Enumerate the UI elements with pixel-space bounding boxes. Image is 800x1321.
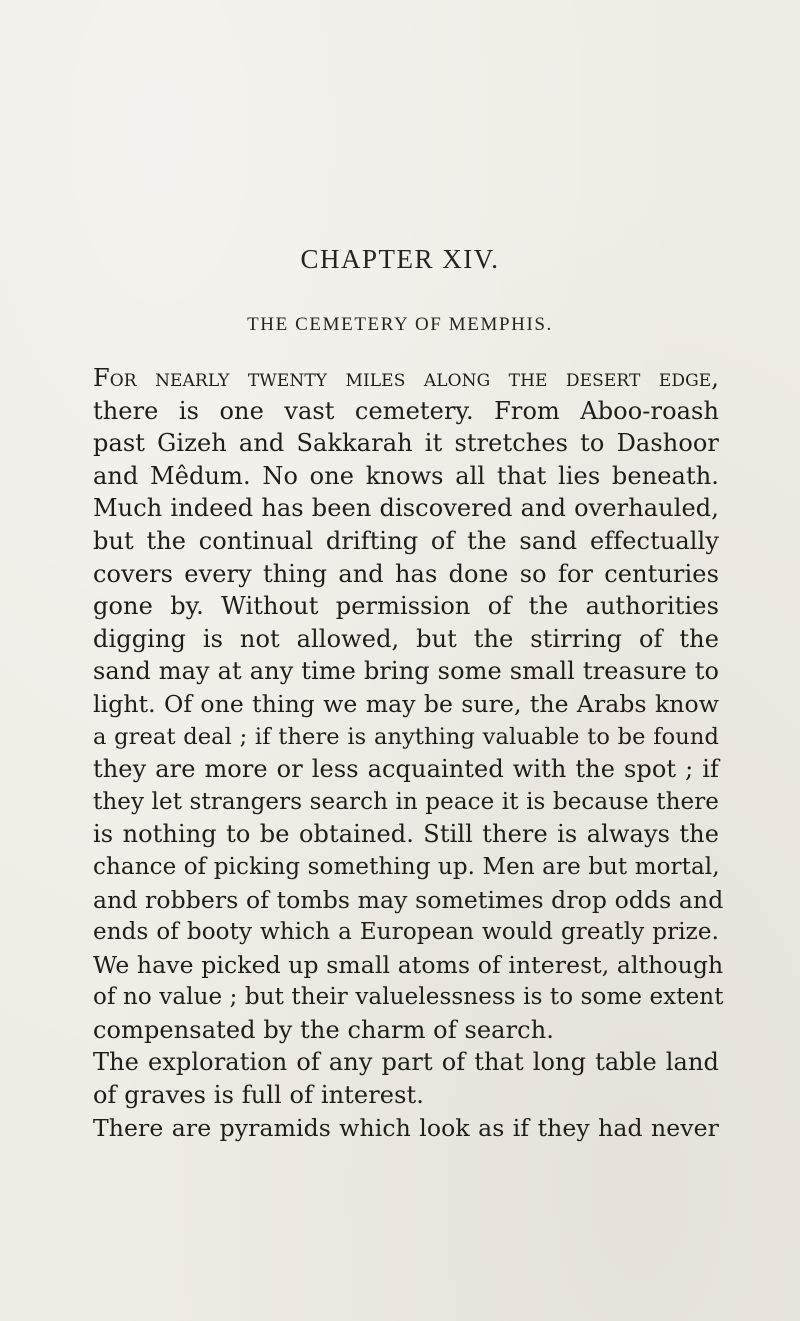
- text-line: The exploration of any part of that long table land: [93, 1048, 719, 1077]
- text-line: they are more or less acquainted with the spot ; if: [93, 755, 719, 784]
- text-line: light. Of one thing we may be sure, the Arabs know: [93, 689, 719, 718]
- text-line: There are pyramids which look as if they had never: [93, 1113, 719, 1142]
- text-line: covers every thing and has done so for centuries: [93, 559, 719, 588]
- text-line: [93, 362, 719, 395]
- text-line: of graves is full of interest.: [93, 1081, 424, 1110]
- text-line: digging is not allowed, but the stirring of the: [93, 624, 719, 653]
- chapter-title: THE CEMETERY OF MEMPHIS.: [247, 314, 553, 335]
- body-text: [93, 362, 724, 1144]
- text-line: and robbers of tombs may sometimes drop odds and: [93, 885, 724, 914]
- text-line: they let strangers search in peace it is because there: [93, 788, 719, 815]
- text-line: there is one vast cemetery. From Aboo-roash: [93, 396, 719, 425]
- text-line: past Gizeh and Sakkarah it stretches to Dashoor: [93, 429, 719, 458]
- text-line: compensated by the charm of search.: [93, 1015, 554, 1044]
- text-line: of no value ; but their valuelessness is to some extent: [93, 984, 724, 1011]
- text-line: chance of picking something up. Men are but mortal,: [93, 853, 720, 880]
- text-line: We have picked up small atoms of interest, although: [93, 950, 724, 979]
- text-line: and Mêdum. No one knows all that lies beneath.: [93, 461, 719, 490]
- text-line: a great deal ; if there is anything valuable to be found: [93, 723, 719, 750]
- text-line: is nothing to be obtained. Still there is always the: [93, 820, 719, 849]
- text-line-content: For nearly twenty miles along the desert edge,: [93, 364, 719, 392]
- text-line: Much indeed has been discovered and overhauled,: [93, 494, 719, 523]
- text-line: ends of booty which a European would greatly prize.: [93, 919, 719, 946]
- text-line: but the continual drifting of the sand effectually: [93, 526, 719, 555]
- chapter-heading: CHAPTER XIV.: [300, 244, 500, 274]
- text-line: gone by. Without permission of the authorities: [93, 592, 719, 621]
- text-line: sand may at any time bring some small treasure to: [93, 657, 719, 686]
